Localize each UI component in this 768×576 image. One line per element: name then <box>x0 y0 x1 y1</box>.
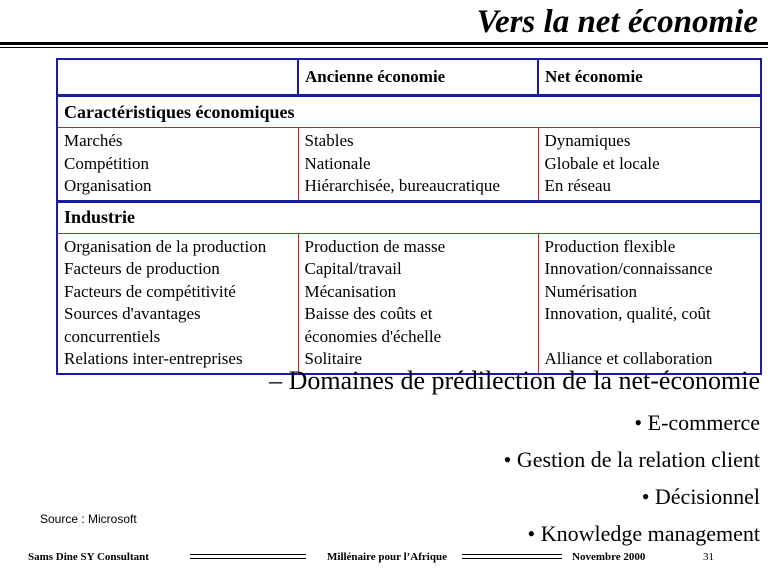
table-cell: Capital/travail <box>304 259 402 278</box>
table-cell: En réseau <box>544 176 612 195</box>
source-note: Source : Microsoft <box>40 512 137 526</box>
table-cell: Facteurs de compétitivité <box>64 281 236 301</box>
table-cell: Globale et locale <box>544 153 660 173</box>
table-cell: concurrentiels <box>64 326 161 346</box>
table-cell: Marchés <box>64 131 123 150</box>
header-cell-empty <box>57 59 298 96</box>
list-item: • Knowledge management <box>527 521 760 546</box>
col-criteria <box>57 128 298 202</box>
col-net-economy <box>538 128 761 202</box>
table-cell: Innovation/connaissance <box>544 259 713 278</box>
page-number: 31 <box>703 551 714 563</box>
table-header-row <box>57 59 761 96</box>
table-cell: Organisation de la production <box>64 236 267 256</box>
table-cell: Organisation <box>64 176 152 195</box>
header-cell-net-economy: Net économie <box>538 59 761 96</box>
domains-heading: – Domaines de prédilection de la net-économie <box>269 366 760 395</box>
section-title-economic: Caractéristiques économiques <box>57 96 761 128</box>
table-cell: Sources d'avantages <box>64 304 201 323</box>
col-old-economy <box>298 128 538 202</box>
slide-footer <box>0 549 768 565</box>
section-body-economic <box>57 128 761 202</box>
table-cell: Compétition <box>64 153 149 173</box>
table-cell: Hiérarchisée, bureaucratique <box>304 176 500 195</box>
list-item: • E-commerce <box>634 410 760 435</box>
col-criteria <box>57 233 298 374</box>
section-row-industry <box>57 201 761 233</box>
col-old-economy <box>298 233 538 374</box>
table-cell: Alliance et collaboration <box>544 349 713 368</box>
footer-divider <box>462 554 562 555</box>
table-cell: Solitaire <box>304 349 363 368</box>
slide-title: Vers la net économie <box>476 4 758 40</box>
table-cell: Production flexible <box>544 236 676 256</box>
table-cell: Baisse des coûts et <box>304 304 433 323</box>
domains-list <box>504 404 760 552</box>
footer-divider <box>190 558 306 559</box>
title-rule-thick <box>0 42 768 45</box>
footer-divider <box>190 554 306 555</box>
table-cell: Numérisation <box>544 281 638 301</box>
list-item: • Gestion de la relation client <box>503 447 760 472</box>
table-cell: économies d'échelle <box>304 326 442 346</box>
table-cell: Relations inter-entreprises <box>64 349 243 368</box>
footer-date: Novembre 2000 <box>572 551 646 563</box>
list-item-label: Décisionnel <box>654 484 760 509</box>
comparison-table <box>56 58 762 375</box>
footer-center: Millénaire pour l’Afrique <box>327 551 447 563</box>
list-item-label: E-commerce <box>647 410 760 435</box>
footer-author: Sams Dine SY Consultant <box>28 551 149 563</box>
col-net-economy <box>538 233 761 374</box>
list-item-label: Gestion de la relation client <box>516 447 760 472</box>
table-cell: Facteurs de production <box>64 259 220 278</box>
table-cell: Nationale <box>304 153 371 173</box>
table-cell <box>545 326 761 349</box>
section-title-industry: Industrie <box>57 201 761 233</box>
section-row-economic <box>57 96 761 128</box>
table-cell: Innovation, qualité, coût <box>544 304 711 323</box>
title-rule-thin <box>0 47 768 48</box>
section-body-industry <box>57 233 761 374</box>
header-cell-old-economy: Ancienne économie <box>298 59 538 96</box>
list-item: • Décisionnel <box>641 484 760 509</box>
table-cell: Mécanisation <box>304 281 397 301</box>
table-cell: Stables <box>304 131 354 150</box>
table-cell: Production de masse <box>304 236 446 256</box>
table-cell: Dynamiques <box>544 131 631 150</box>
footer-divider <box>462 558 562 559</box>
list-item-label: Knowledge management <box>540 521 760 546</box>
